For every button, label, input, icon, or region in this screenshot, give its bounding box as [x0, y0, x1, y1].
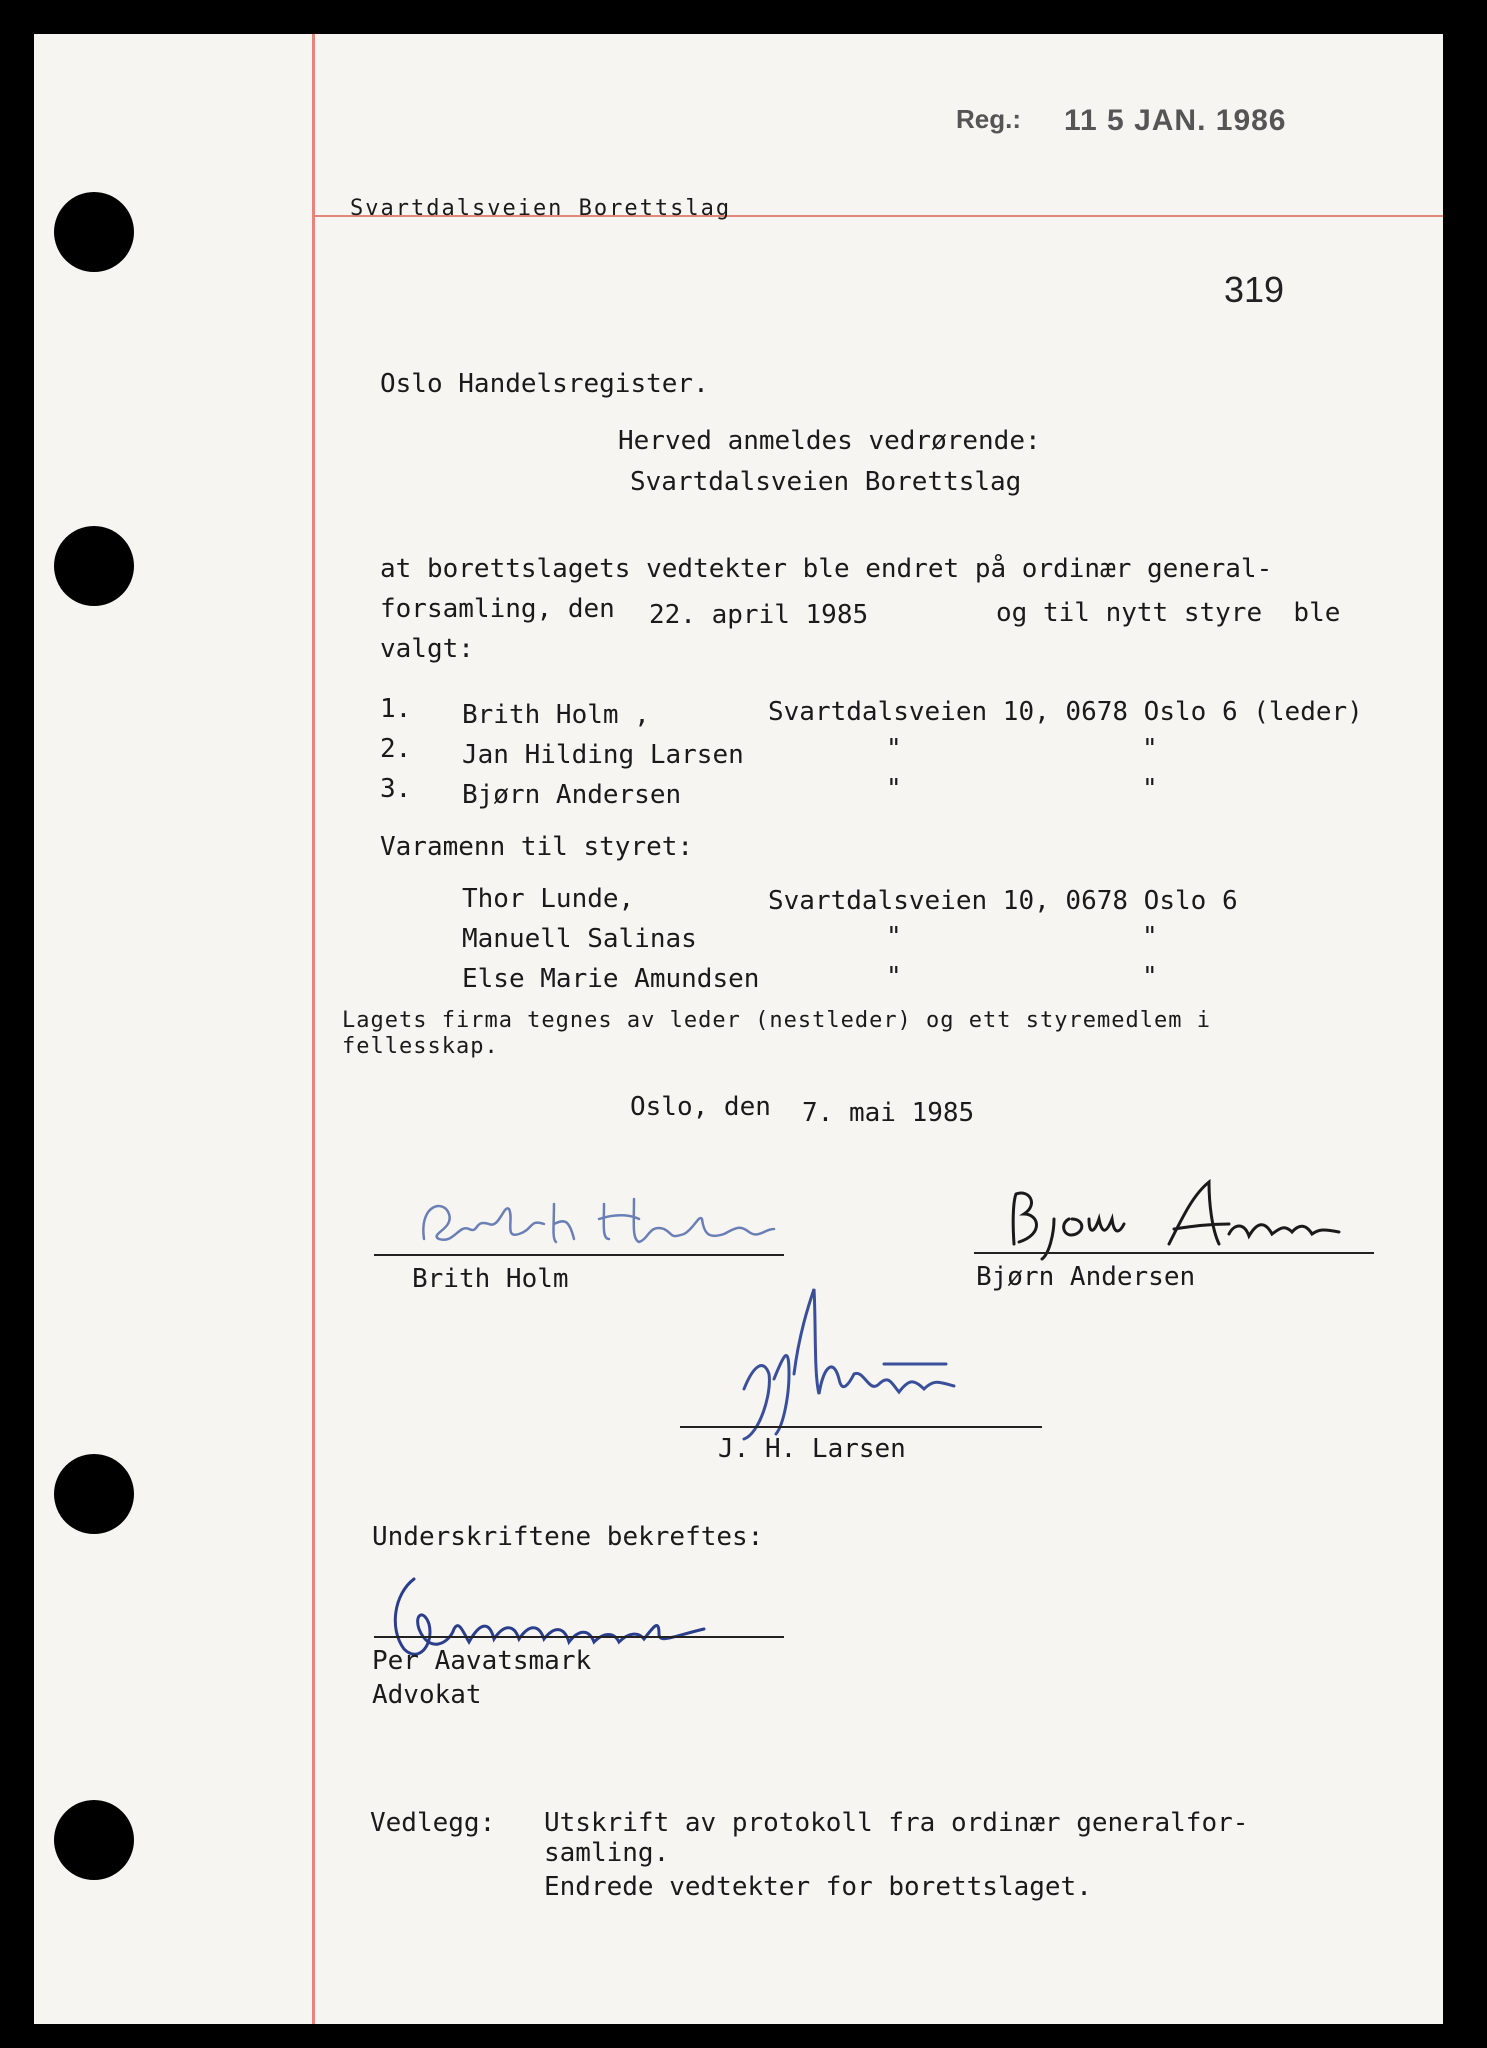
- signatory-name: J. H. Larsen: [718, 1434, 906, 1464]
- punch-hole: [54, 1800, 134, 1880]
- reg-stamp-date: 11 5 JAN. 1986: [1064, 104, 1287, 137]
- ditto-mark: ": [1142, 734, 1158, 764]
- place-date: 7. mai 1985: [802, 1098, 975, 1128]
- document-number: 319: [1224, 269, 1285, 310]
- company-name: Svartdalsveien Borettslag: [630, 467, 1022, 497]
- ditto-mark: ": [1142, 922, 1158, 952]
- board-member-address: Svartdalsveien 10, 0678 Oslo 6 (leder): [768, 697, 1363, 727]
- body-line-1: at borettslagets vedtekter ble endret på ordinær general-: [380, 554, 1273, 584]
- signature-line: [374, 1636, 784, 1638]
- handwritten-signature: [404, 1184, 784, 1264]
- punch-hole: [54, 192, 134, 272]
- attachment-line-3: Endrede vedtekter for borettslaget.: [544, 1872, 1092, 1902]
- signatory-name: Bjørn Andersen: [976, 1262, 1196, 1292]
- attachment-line-2: samling.: [544, 1838, 670, 1868]
- lawyer-name: Per Aavatsmark: [372, 1646, 592, 1676]
- ditto-mark: ": [886, 922, 902, 952]
- body-line-3: valgt:: [380, 634, 474, 664]
- deputy-name: Thor Lunde,: [462, 884, 635, 914]
- deputy-name: Else Marie Amundsen: [462, 964, 760, 994]
- place-prefix: Oslo, den: [630, 1092, 771, 1122]
- deputies-heading: Varamenn til styret:: [380, 832, 694, 862]
- board-number: 3.: [380, 774, 412, 804]
- deputy-name: Manuell Salinas: [462, 924, 697, 954]
- attachment-line-1: Utskrift av protokoll fra ordinær generalfor-: [544, 1808, 1249, 1838]
- lawyer-title: Advokat: [372, 1680, 482, 1710]
- ditto-mark: ": [1142, 962, 1158, 992]
- recipient: Oslo Handelsregister.: [380, 369, 709, 399]
- punch-hole: [54, 1454, 134, 1534]
- handwritten-signature: [994, 1174, 1354, 1264]
- signature-line: [974, 1252, 1374, 1254]
- deputy-address: Svartdalsveien 10, 0678 Oslo 6: [768, 886, 1238, 916]
- punch-hole: [54, 526, 134, 606]
- ditto-mark: ": [886, 774, 902, 804]
- board-member-name: Bjørn Andersen: [462, 780, 682, 810]
- attachments-label: Vedlegg:: [370, 1808, 496, 1838]
- signature-line: [680, 1426, 1042, 1428]
- ditto-mark: ": [886, 962, 902, 992]
- ditto-mark: ": [886, 734, 902, 764]
- reg-stamp-label: Reg.:: [956, 104, 1021, 134]
- document-page: [34, 34, 1443, 2024]
- letterhead: Svartdalsveien Borettslag: [350, 196, 732, 221]
- body-line-2-start: forsamling, den: [380, 594, 615, 624]
- intro-line: Herved anmeldes vedrørende:: [618, 426, 1041, 456]
- meeting-date: 22. april 1985: [649, 600, 869, 630]
- signatory-name: Brith Holm: [412, 1264, 569, 1294]
- red-margin-line: [312, 34, 315, 2024]
- confirm-heading: Underskriftene bekreftes:: [372, 1522, 764, 1552]
- body-line-2-end: og til nytt styre ble: [996, 598, 1341, 628]
- signing-rule-line-2: fellesskap.: [342, 1034, 499, 1059]
- board-member-name: Jan Hilding Larsen: [462, 740, 744, 770]
- board-number: 2.: [380, 734, 412, 764]
- board-number: 1.: [380, 694, 412, 724]
- ditto-mark: ": [1142, 774, 1158, 804]
- signature-line: [374, 1254, 784, 1256]
- handwritten-signature: [714, 1284, 994, 1454]
- signing-rule-line-1: Lagets firma tegnes av leder (nestleder) og ett styremedlem i: [342, 1008, 1211, 1033]
- board-member-name: Brith Holm ,: [462, 700, 650, 730]
